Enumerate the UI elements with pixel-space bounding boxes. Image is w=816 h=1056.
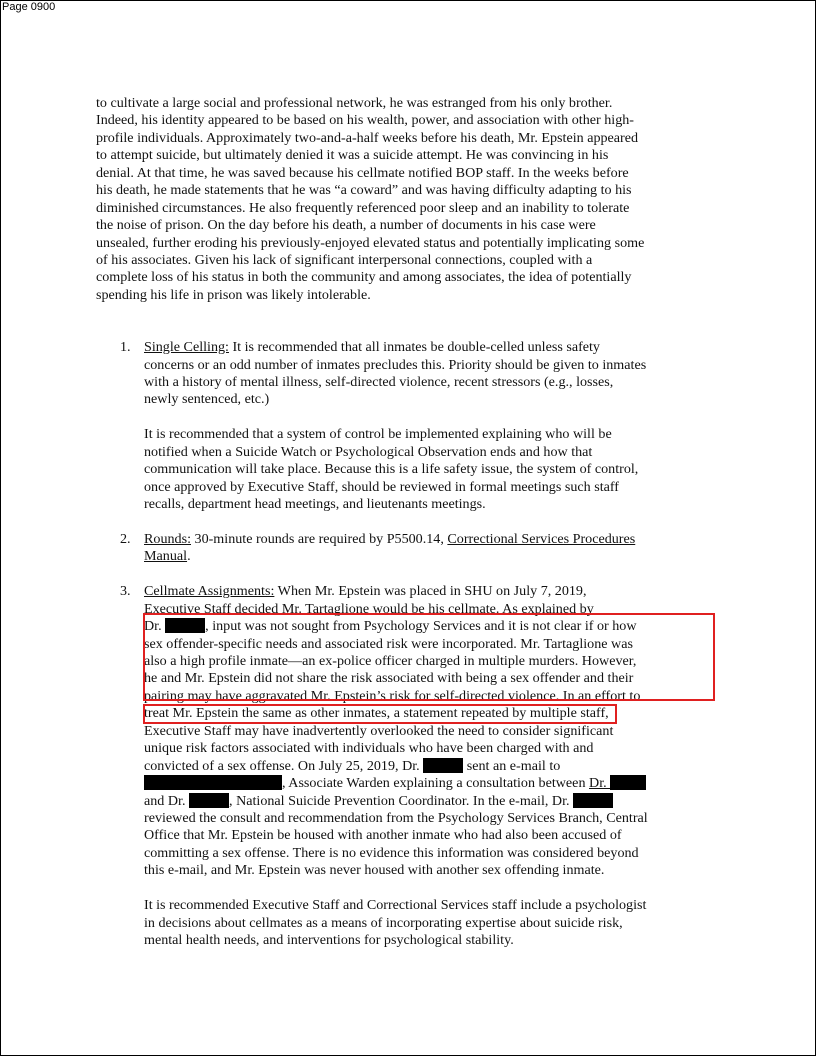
text-line: newly sentenced, etc.) [144,391,270,408]
redaction-box [423,758,463,773]
text-line: unique risk factors associated with individuals who have been charged with and [144,740,594,757]
item-heading: Cellmate Assignments: [144,583,275,600]
text-span: 30-minute rounds are required by P5500.14, [191,530,448,547]
list-item-rounds: 2. Rounds: 30-minute rounds are required by P5500.14, Correctional Services Procedures Manual. [120,530,636,565]
item-heading: Rounds: [144,530,191,547]
item-heading: Single Celling: [144,339,229,356]
text-line: complete loss of his status in both the community and among associates, the idea of potentially [96,269,632,286]
text-line: also a high profile inmate—an ex-police officer charged in multiple murders. However, [144,653,637,669]
text-line: committing a sex offense. There is no evidence this information was considered beyond [144,844,639,861]
highlight-box-cellmate-paragraph [143,613,715,701]
redaction-box [144,775,282,790]
redaction-box [610,775,646,790]
text-line: mental health needs, and interventions for psychological stability. [144,932,514,948]
text-line: once approved by Executive Staff, should be reviewed in formal meetings such staff [144,478,620,495]
text-line: Executive Staff may have inadvertently overlooked the need to consider significant [144,722,614,739]
highlight-box-aggravated-risk [143,704,617,724]
text-line: to attempt suicide, but ultimately denied it was a suicide attempt. He was convincing in his [96,147,609,164]
text-line: It is recommended that a system of control be implemented explaining who will be [144,426,612,443]
text-line: Indeed, his identity appeared to be based on his wealth, power, and association with other high- [96,112,634,129]
page-label: Page 0900 [2,1,56,13]
text-line: unsealed, further eroding his previously-enjoyed elevated status and potentially implicating some [96,234,645,251]
list-number: 2. [120,530,131,547]
list-number: 3. [120,583,131,600]
text-line: in decisions about cellmates as a means of incorporating expertise about suicide risk, [144,914,623,931]
text-line: to cultivate a large social and professional network, he was estranged from his only brother. [96,95,613,111]
text-line: with a history of mental illness, self-directed violence, recent stressors (e.g., losses, [144,374,614,390]
text-line: denial. At that time, he was saved because his cellmate notified BOP staff. In the weeks before [96,164,629,181]
list-number: 1. [120,339,131,356]
text-line: reviewed the consult and recommendation from the Psychology Services Branch, Central [144,809,648,826]
manual-reference: Correctional Services Procedures [447,530,636,547]
text-line: communication will take place. Because this is a life safety issue, the system of control, [144,461,639,478]
text-line: the noise of prison. On the day before his death, a number of documents in his case were [96,217,596,234]
redaction-box [189,793,229,808]
text-line: notified when a Suicide Watch or Psychological Observation ends and how that [144,443,593,460]
text-line: diminished circumstances. He also frequently referenced poor sleep and an inability to tolerate [96,199,630,216]
text-line: sex offender-specific needs and associated risk were incorporated. Mr. Tartaglione was [144,635,633,652]
text-line: spending his life in prison was likely intolerable. [96,286,371,303]
intro-paragraph [96,95,736,304]
highlighted-sentence: pairing may have aggravated Mr. Epstein’s risk for self-directed violence. [144,687,560,704]
text-line: Executive Staff decided Mr. Tartaglione would be his cellmate. As explained by [144,600,594,617]
list-item-cellmate-assignments: 3. Cellmate Assignments: When Mr. Epstein was placed in SHU on July 7, 2019, Executive Staff decided Mr. Tartaglione would be his cellmate. As explained by Dr. , input was not sought from Psychology Services and it is not clear if or how sex offender-specific needs and associated risk were incorporated. Mr. Tartaglione was also a high profile inmate—an ex-police officer charged in multiple murders. However, he and Mr. Epstein did not share the risk associated with being a sex offender and their pairing may have aggravated Mr. Epstein’s risk for self-directed violence. In an effort to treat Mr. Epstein the same as other inmates, a statement repeated by multiple staff, Executive Staff may have inadvertently overlooked the need to consider significant unique risk factors associated with individuals who have been charged with and convicted of a sex offense. On July 25, 2019, Dr. sent an e-mail to , Associate Warden explaining a consultation between Dr. and Dr. , National Suicide Prevention Coordinator. In the e-mail, Dr. reviewed the consult and recommendation from the Psychology Services Branch, Central Office that Mr. Epstein be housed with another inmate who had also been accused of committing a sex offense. There is no evidence this information was considered beyond this e-mail, and Mr. Epstein was never housed with another sex offending inmate. It is recommended Executive Staff and Correctional Services staff include a psychologist in decisions about cellmates as a means of incorporating expertise about suicide risk, mental health needs, and interventions for psychological stability. [96,583,736,949]
text-line: his death, he made statements that he was “a coward” and was having difficulty adapting to his [96,182,632,199]
text-line: Office that Mr. Epstein be housed with another inmate who had also been accused of [144,827,622,844]
text-line: of his associates. Given his lack of significant interpersonal connections, coupled with a [96,251,593,268]
text-line: treat Mr. Epstein the same as other inmates, a statement repeated by multiple staff, [144,705,609,722]
document-body [96,95,736,949]
list-item-single-celling [96,339,736,513]
manual-reference: Manual [144,548,188,565]
text-line: recalls, department head meetings, and lieutenants meetings. [144,496,486,513]
redaction-box [573,793,613,808]
text-line: this e-mail, and Mr. Epstein was never housed with another sex offending inmate. [144,862,605,879]
text-span: It is recommended that all inmates be double-celled unless safety [228,339,600,356]
text-line: he and Mr. Epstein did not share the risk associated with being a sex offender and their [144,670,634,687]
text-line: profile individuals. Approximately two-and-a-half weeks before his death, Mr. Epstein appeared [96,129,639,146]
text-line: concerns or an odd number of inmates precludes this. Priority should be given to inmates [144,356,647,373]
text-line: It is recommended Executive Staff and Correctional Services staff include a psychologist [144,897,647,914]
